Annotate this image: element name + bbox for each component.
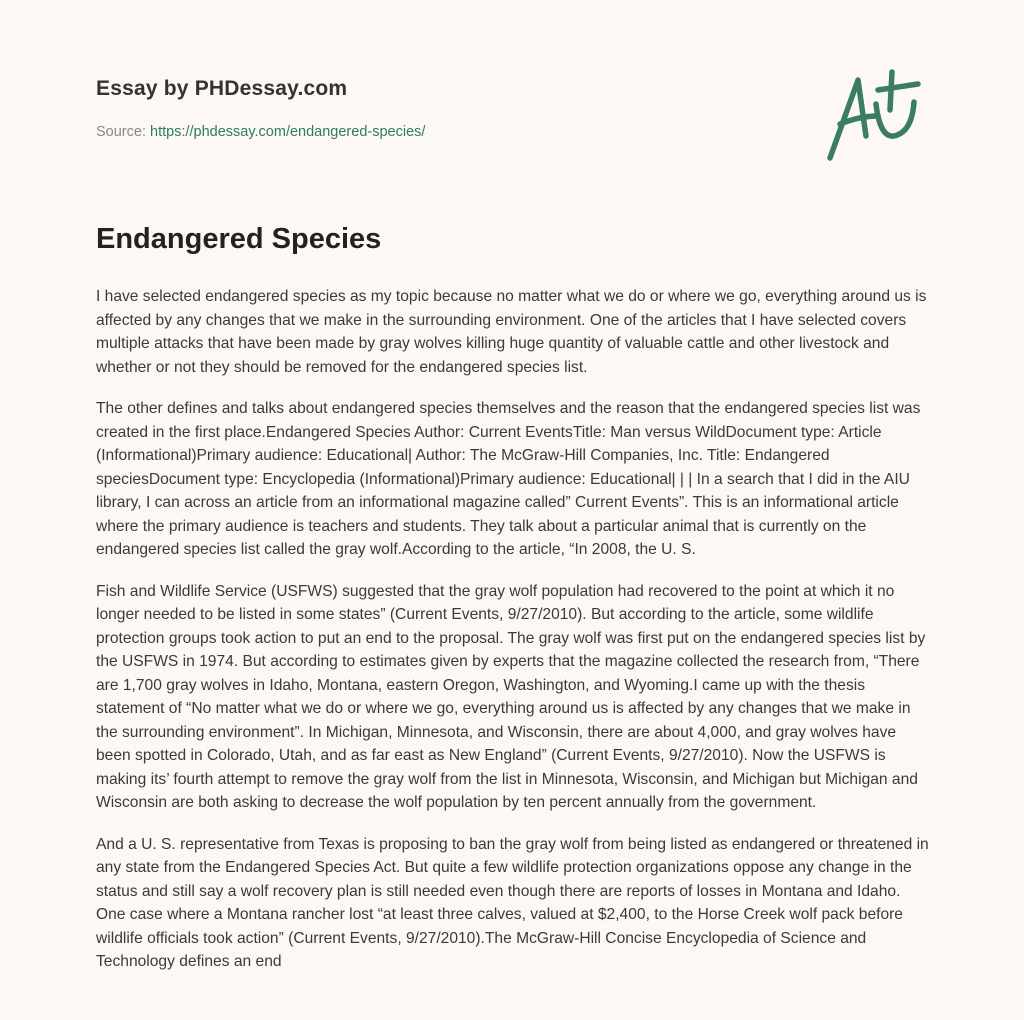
paragraph: Fish and Wildlife Service (USFWS) suggested that the gray wolf population had recovered to the point at which it no longer needed to be listed in some states” (Current Events, 9/27/2010). But according to the article, some wildlife protection groups took action to put an end to the proposal. The gray wolf was first put on the endangered species list by the USFWS in 1974. But according to estimates given by experts that the magazine collected the research from, “There are 1,700 gray wolves in Idaho, Montana, eastern Oregon, Washington, and Wyoming.I came up with the thesis statement of “No matter what we do or where we go, everything around us is affected by any changes that we make in the surrounding environment”. In Michigan, Minnesota, and Wisconsin, there are about 4,000, and gray wolves have been spotted in Colorado, Utah, and as far east as New England” (Current Events, 9/27/2010). Now the USFWS is making its’ fourth attempt to remove the gray wolf from the list in Minnesota, Wisconsin, and Michigan but Michigan and Wisconsin are both asking to decrease the wolf population by ten percent annually from the government. bbox=[96, 582, 926, 811]
site-brand: Essay by PHDessay.com bbox=[96, 77, 348, 100]
source-label: Source: bbox=[96, 124, 146, 140]
article-body bbox=[96, 285, 932, 992]
paragraph: And a U. S. representative from Texas is proposing to ban the gray wolf from being listed as endangered or threatened in any state from the Endangered Species Act. But quite a few wildlife protection organizations oppose any change in the status and still say a wolf recovery plan is still needed even though there are reports of losses in Montana and Idaho. One case where a Montana rancher lost “at least three calves, valued at $2,400, to the Horse Creek wolf pack before wildlife officials took action” (Current Events, 9/27/2010).The McGraw-Hill Concise Encyclopedia of Science and Technology defines an end bbox=[96, 835, 929, 970]
article-title: Endangered Species bbox=[96, 223, 382, 255]
a-plus-logo-icon bbox=[820, 66, 930, 166]
source-line bbox=[96, 124, 425, 140]
paragraph: The other defines and talks about endangered species themselves and the reason that the endangered species list was created in the first place.Endangered Species Author: Current EventsTitle: Man versus WildDocument type: Article (Informational)Primary audience: Educational| Author: The McGraw-Hill Companies, Inc. Title: Endangered speciesDocument type: Encyclopedia (Informational)Primary audience: Educational| | | In a search that I did in the AIU library, I can across an article from an informational magazine called” Current Events”. This is an informational article where the primary audience is teachers and students. They talk about a particular animal that is currently on the endangered species list called the gray wolf.According to the article, “In 2008, the U. S. bbox=[96, 400, 921, 558]
source-link[interactable]: https://phdessay.com/endangered-species/ bbox=[150, 124, 426, 140]
paragraph: I have selected endangered species as my topic because no matter what we do or where we go, everything around us is affected by any changes that we make in the surrounding environment. One of the articles that I have selected covers multiple attacks that have been made by gray wolves killing huge quantity of valuable cattle and other livestock and whether or not they should be removed for the endangered species list. bbox=[96, 288, 927, 376]
